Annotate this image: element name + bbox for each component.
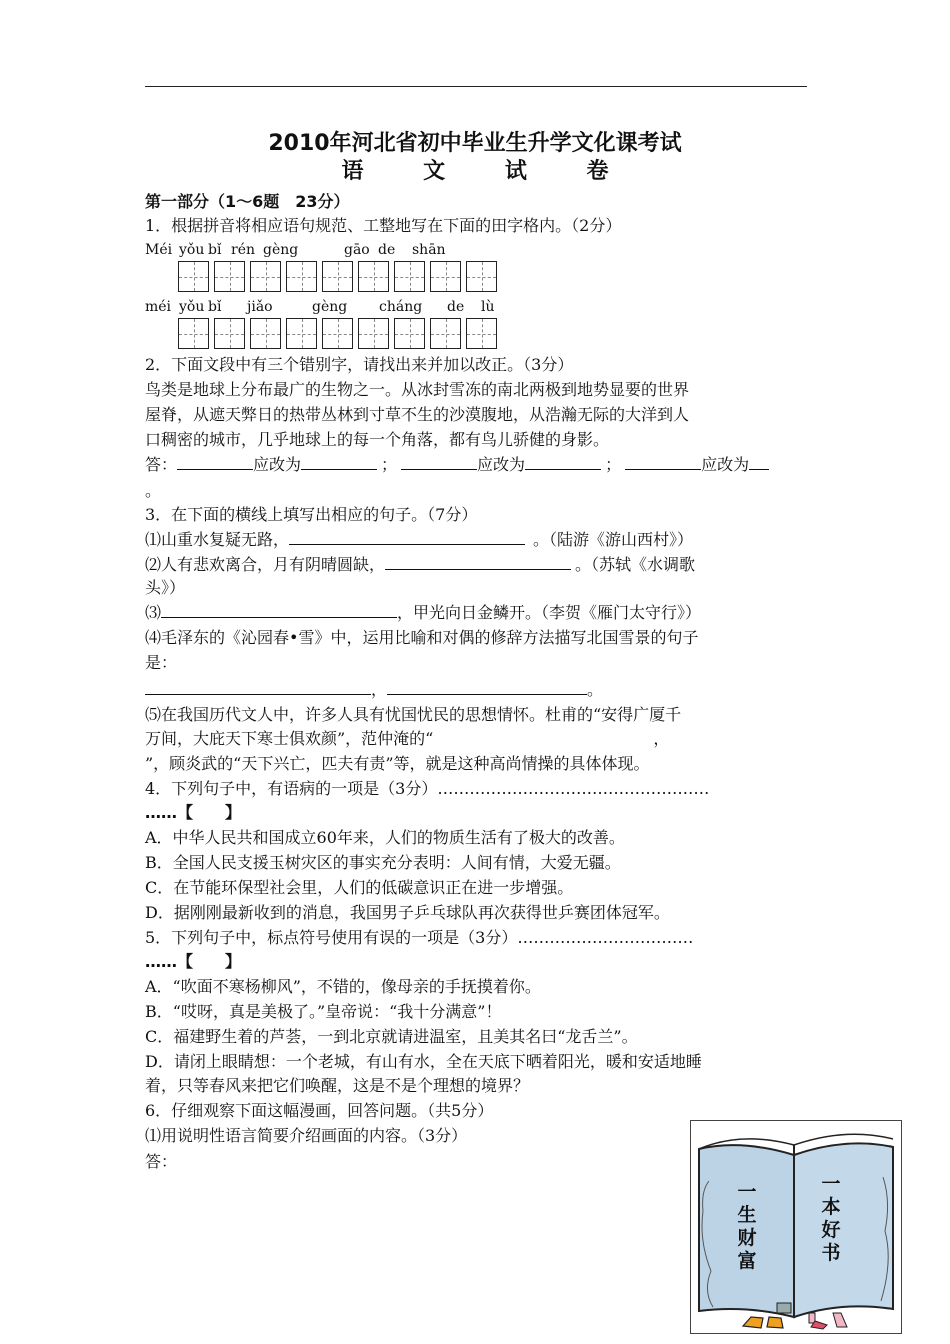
grid-cell[interactable] xyxy=(286,261,317,292)
q5-answer-bracket[interactable]: ……【 】 xyxy=(145,952,242,971)
q3-item5-line3: ”，顾炎武的“天下兴亡，匹夫有责”等，就是这种高尚情操的具体体现。 xyxy=(145,754,650,773)
pinyin: de xyxy=(378,242,396,258)
grid-cell[interactable] xyxy=(250,318,281,349)
pinyin: gèng xyxy=(312,299,348,315)
pinyin: jiǎo xyxy=(247,299,273,315)
q3-item4-cont: 是： xyxy=(145,653,178,672)
text: ⑴山重水复疑无路， xyxy=(145,530,290,549)
answer-blank[interactable] xyxy=(749,455,769,470)
answer-blank[interactable] xyxy=(289,530,525,545)
q2-passage: 鸟类是地球上分布最广的生物之一。从冰封雪冻的南北两极到地势显要的世界 xyxy=(145,380,690,399)
header-rule xyxy=(145,86,807,87)
text: 。 xyxy=(587,680,604,699)
separator: ； xyxy=(381,455,398,474)
q4-option-a: A．中华人民共和国成立60年来，人们的物质生活有了极大的改善。 xyxy=(145,828,625,847)
q2-answer-line xyxy=(145,455,769,475)
grid-cell[interactable] xyxy=(394,261,425,292)
q4-option-b: B．全国人民支援玉树灾区的事实充分表明：人间有情，大爱无疆。 xyxy=(145,853,621,872)
exam-title: 2010年河北省初中毕业生升学文化课考试 xyxy=(268,131,682,156)
q2-passage: 口稠密的城市，几乎地球上的每一个角落，都有鸟儿骄健的身影。 xyxy=(145,430,610,449)
pinyin: rén xyxy=(231,242,255,258)
grid-cell[interactable] xyxy=(358,261,389,292)
answer-blank[interactable] xyxy=(301,455,377,470)
q6-prompt: 6．仔细观察下面这幅漫画，回答问题。（共5分） xyxy=(145,1101,494,1120)
text: ，甲光向日金鳞开。（李贺《雁门太守行》） xyxy=(397,603,702,622)
pinyin: méi xyxy=(145,299,172,315)
q5-prompt: 5．下列句子中，标点符号使用有误的一项是（3分）…………………………… xyxy=(145,928,694,947)
grid-cell[interactable] xyxy=(214,318,245,349)
pinyin: Méi xyxy=(145,242,173,258)
grid-cell[interactable] xyxy=(466,318,497,349)
answer-label: 答： xyxy=(145,455,178,474)
answer-blank[interactable] xyxy=(625,455,701,470)
q3-item4: ⑷毛泽东的《沁园春•雪》中，运用比喻和对偶的修辞方法描写北国雪景的句子 xyxy=(145,628,699,647)
q6-sub1: ⑴用说明性语言简要介绍画面的内容。（3分） xyxy=(145,1126,468,1145)
q3-item5-line2 xyxy=(145,729,669,749)
grid-cell[interactable] xyxy=(430,261,461,292)
q3-item3 xyxy=(145,603,701,623)
q4-prompt: 4．下列句子中，有语病的一项是（3分）…………………………………………… xyxy=(145,779,710,798)
answer-blank[interactable] xyxy=(145,680,371,695)
grid-cell[interactable] xyxy=(358,318,389,349)
grid-cell[interactable] xyxy=(178,261,209,292)
pinyin: shān xyxy=(412,242,446,258)
cartoon-left-caption: 一生财富 xyxy=(737,1181,757,1272)
answer-blank[interactable] xyxy=(177,455,253,470)
q2-end: 。 xyxy=(145,481,162,500)
q6-answer-label: 答： xyxy=(145,1152,178,1171)
grid-cell[interactable] xyxy=(178,318,209,349)
q5-option-c: C．福建野生着的芦荟，一到北京就请进温室，且美其名曰“龙舌兰”。 xyxy=(145,1027,638,1046)
grid-cell[interactable] xyxy=(214,261,245,292)
pinyin: gāo xyxy=(344,242,370,258)
pinyin: bǐ xyxy=(208,242,222,258)
q5-option-d: D．请闭上眼睛想：一个老城，有山有水，全在天底下晒着阳光，暖和安适地睡 xyxy=(145,1052,702,1071)
label: 应改为 xyxy=(477,455,526,474)
grid-cell[interactable] xyxy=(322,261,353,292)
writing-grid-row1 xyxy=(178,261,497,292)
q4-option-c: C．在节能环保型社会里，人们的低碳意识正在进一步增强。 xyxy=(145,878,574,897)
label: 应改为 xyxy=(701,455,750,474)
grid-cell[interactable] xyxy=(322,318,353,349)
text: ， xyxy=(653,729,670,748)
part1-heading: 第一部分（1～6题 23分） xyxy=(145,192,350,211)
cartoon-right-caption: 一本好书 xyxy=(821,1173,841,1264)
cartoon-image xyxy=(690,1120,902,1334)
q3-prompt: 3．在下面的横线上填写出相应的句子。（7分） xyxy=(145,505,478,524)
q3-item1 xyxy=(145,530,693,550)
answer-blank[interactable] xyxy=(161,603,397,618)
q3-item2-cont: 头》） xyxy=(145,578,186,597)
q3-item5: ⑸在我国历代文人中，许多人具有忧国忧民的思想情怀。杜甫的“安得广厦千 xyxy=(145,705,682,724)
answer-blank[interactable] xyxy=(387,680,587,695)
answer-blank[interactable] xyxy=(401,455,477,470)
grid-cell[interactable] xyxy=(250,261,281,292)
exam-subtitle: 语 文 试 卷 xyxy=(341,159,635,184)
grid-cell[interactable] xyxy=(394,318,425,349)
q3-item4-answer xyxy=(145,680,603,700)
text: 。（陆游《游山西村》） xyxy=(533,530,694,549)
q2-prompt: 2．下面文段中有三个错别字，请找出来并加以改正。（3分） xyxy=(145,355,574,374)
grid-cell[interactable] xyxy=(286,318,317,349)
text: ， xyxy=(371,680,388,699)
q5-option-d-cont: 着，只等春风来把它们唤醒，这是不是个理想的境界？ xyxy=(145,1076,530,1095)
writing-grid-row2 xyxy=(178,318,497,349)
q2-passage: 屋脊，从遮天弊日的热带丛林到寸草不生的沙漠腹地，从浩瀚无际的大洋到人 xyxy=(145,405,690,424)
q3-item2 xyxy=(145,555,695,575)
text: 。（苏轼《水调歌 xyxy=(575,555,696,574)
q4-answer-bracket[interactable]: ……【 】 xyxy=(145,803,242,822)
pinyin: yǒu xyxy=(179,242,205,258)
pinyin: de xyxy=(447,299,465,315)
q4-option-d: D．据刚刚最新收到的消息，我国男子乒乓球队再次获得世乒赛团体冠军。 xyxy=(145,903,670,922)
q5-option-a: A．“吹面不寒杨柳风”，不错的，像母亲的手抚摸着你。 xyxy=(145,977,541,996)
cartoon-book-illustration xyxy=(691,1121,901,1333)
q5-option-b: B．“哎呀，真是美极了。”皇帝说：“我十分满意”！ xyxy=(145,1002,502,1021)
grid-cell[interactable] xyxy=(466,261,497,292)
pinyin: bǐ xyxy=(208,299,222,315)
text: ⑵人有悲欢离合，月有阴晴圆缺， xyxy=(145,555,386,574)
pinyin: cháng xyxy=(379,299,423,315)
q1-prompt: 1．根据拼音将相应语句规范、工整地写在下面的田字格内。（2分） xyxy=(145,216,622,235)
answer-blank[interactable] xyxy=(385,555,571,570)
separator: ； xyxy=(605,455,622,474)
pinyin: lù xyxy=(481,299,495,315)
grid-cell[interactable] xyxy=(430,318,461,349)
pinyin: gèng xyxy=(263,242,299,258)
text: 万间，大庇天下寒士俱欢颜”，范仲淹的“ xyxy=(145,729,434,748)
label: 应改为 xyxy=(253,455,302,474)
text: ⑶ xyxy=(145,603,162,622)
answer-blank[interactable] xyxy=(525,455,601,470)
pinyin: yǒu xyxy=(179,299,205,315)
